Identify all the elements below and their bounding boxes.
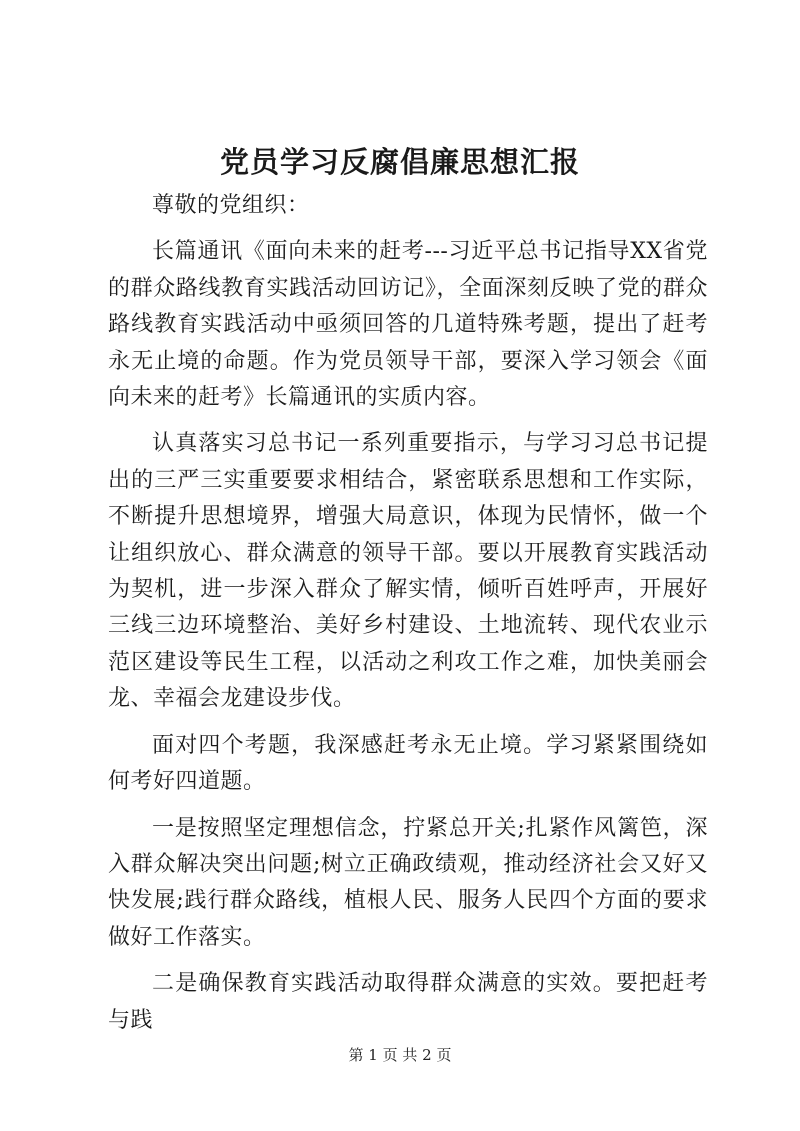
paragraph-5: 二是确保教育实践活动取得群众满意的实效。要把赶考与践 (108, 971, 708, 1033)
paragraph-4: 一是按照坚定理想信念，拧紧总开关;扎紧作风篱笆，深入群众解决突出问题;树立正确政绩观，推动经济社会又好又快发展;践行群众路线，植根人民、服务人民四个方面的要求做好工作落实。 (108, 815, 708, 950)
document-body (108, 188, 708, 1039)
document-title: 党员学习反腐倡廉思想汇报 (219, 145, 580, 179)
salutation: 尊敬的党组织： (152, 193, 310, 218)
page-footer: 第 1 页 共 2 页 (348, 1046, 452, 1064)
paragraph-1: 长篇通讯《面向未来的赶考---习近平总书记指导XX省党的群众路线教育实践活动回访记》，全面深刻反映了党的群众路线教育实践活动中亟须回答的几道特殊考题，提出了赶考永无止境的命题。作为党员领导干部，要深入学习领会《面向未来的赶考》长篇通讯的实质内容。 (108, 239, 708, 411)
paragraph-2: 认真落实习总书记一系列重要指示，与学习习总书记提出的三严三实重要要求相结合，紧密联系思想和工作实际，不断提升思想境界，增强大局意识，体现为民情怀，做一个让组织放心、群众满意的领导干部。要以开展教育实践活动为契机，进一步深入群众了解实情，倾听百姓呼声，开展好三线三边环境整治、美好乡村建设、土地流转、现代农业示范区建设等民生工程，以活动之利攻工作之难，加快美丽会龙、幸福会龙建设步伐。 (108, 431, 708, 712)
paragraph-3: 面对四个考题，我深感赶考永无止境。学习紧紧围绕如何考好四道题。 (108, 732, 708, 795)
